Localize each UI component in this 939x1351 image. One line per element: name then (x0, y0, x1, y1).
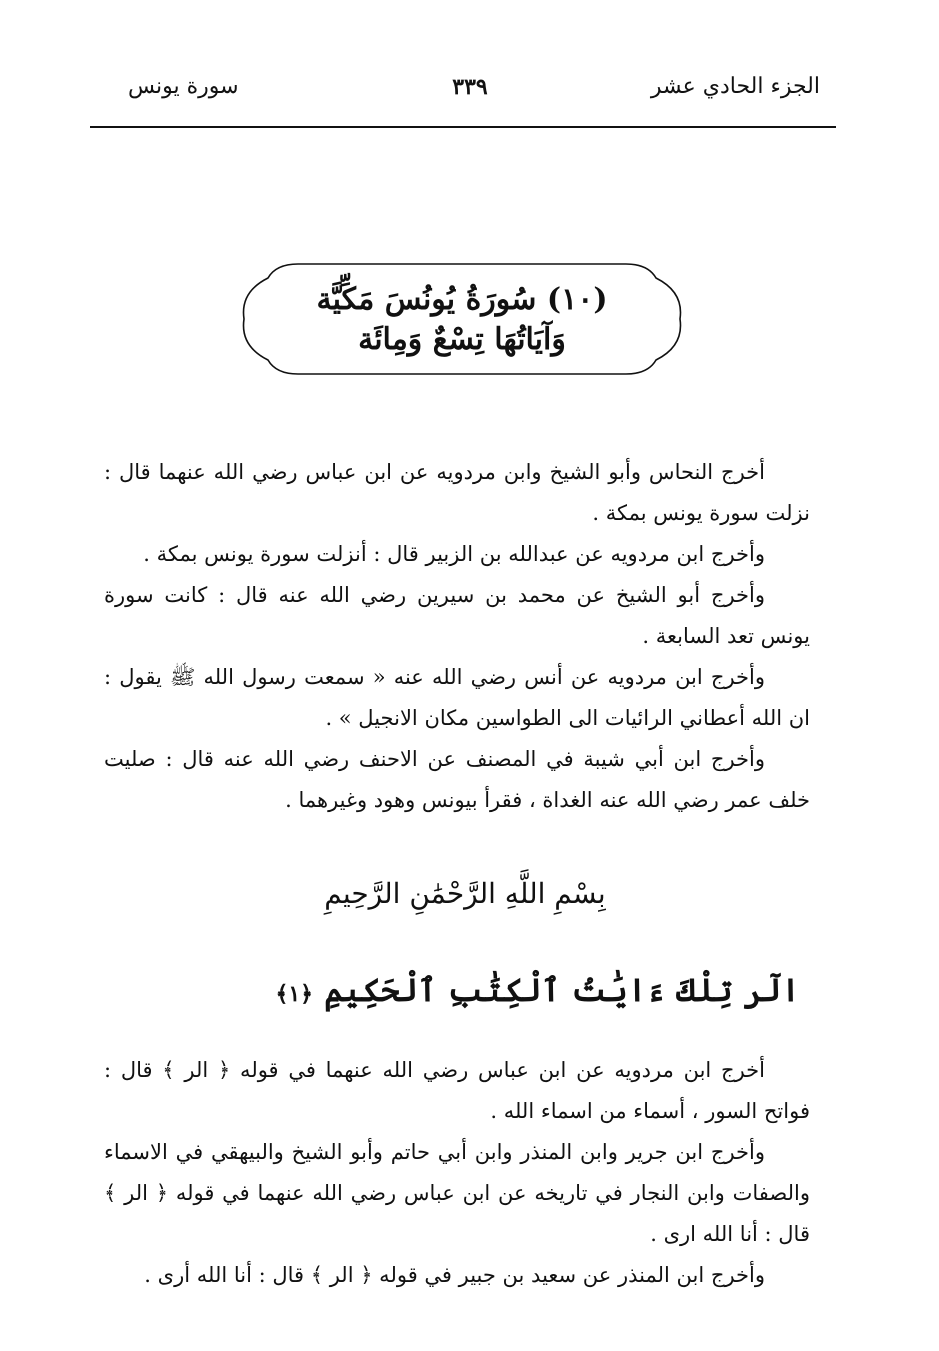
intro-reports (104, 452, 810, 821)
basmala: بِسْمِ اللَّهِ الرَّحْمَٰنِ الرَّحِيمِ (324, 877, 606, 910)
report-paragraph: وأخرج أبو الشيخ عن محمد بن سيرين رضي الله عنه قال : كانت سورة يونس تعد السابعة . (104, 583, 810, 648)
commentary-paragraph: أخرج ابن مردويه عن ابن عباس رضي الله عنهما في قوله ﴿ الر ﴾ قال : فواتح السور ، أسماء من اسماء الله . (104, 1058, 810, 1123)
running-header (110, 72, 830, 112)
page-number: ٣٣٩ (452, 74, 488, 100)
commentary-paragraph: وأخرج ابن جرير وابن المنذر وابن أبي حاتم وأبو الشيخ والبيهقي في الاسماء والصفات وابن النجار في تاريخه عن ابن عباس رضي الله عنهما في قوله ﴿ الر ﴾ قال : أنا الله ارى . (104, 1140, 810, 1246)
header-rule (90, 126, 836, 128)
part-label: الجزء الحادي عشر (650, 74, 820, 99)
verse-text: الٓر تِلْكَ ءَايَٰتُ ٱلْكِتَٰبِ ٱلْحَكِيمِ (324, 971, 800, 1009)
report-paragraph: أخرج النحاس وأبو الشيخ وابن مردويه عن ابن عباس رضي الله عنهما قال : نزلت سورة يونس بمكة . (104, 460, 810, 525)
verse-number: ﴿١﴾ (275, 981, 314, 1007)
surah-label: سورة يونس (128, 74, 239, 99)
quran-verse (240, 966, 800, 1018)
report-paragraph: وأخرج ابن أبي شيبة في المصنف عن الاحنف رضي الله عنه قال : صليت خلف عمر رضي الله عنه الغداة ، فقرأ بيونس وهود وغيرهما . (104, 747, 810, 812)
report-paragraph: وأخرج ابن مردويه عن أنس رضي الله عنه « سمعت رسول الله ﷺ يقول : ان الله أعطاني الرائيات الى الطواسين مكان الانجيل » . (104, 665, 810, 730)
surah-title: (١٠) سُورَةُ يُونُسَ مَكِّيَّة (316, 282, 608, 317)
commentary-paragraph: وأخرج ابن المنذر عن سعيد بن جبير في قوله ﴿ الر ﴾ قال : أنا الله أرى . (144, 1263, 765, 1287)
surah-title-cartouche (238, 258, 686, 380)
report-paragraph: وأخرج ابن مردويه عن عبدالله بن الزبير قال : أنزلت سورة يونس بمكة . (143, 542, 765, 566)
commentary (104, 1050, 810, 1296)
verse-count: وَآيَاتُهَا تِسْعٌ وَمِائَة (358, 322, 566, 357)
